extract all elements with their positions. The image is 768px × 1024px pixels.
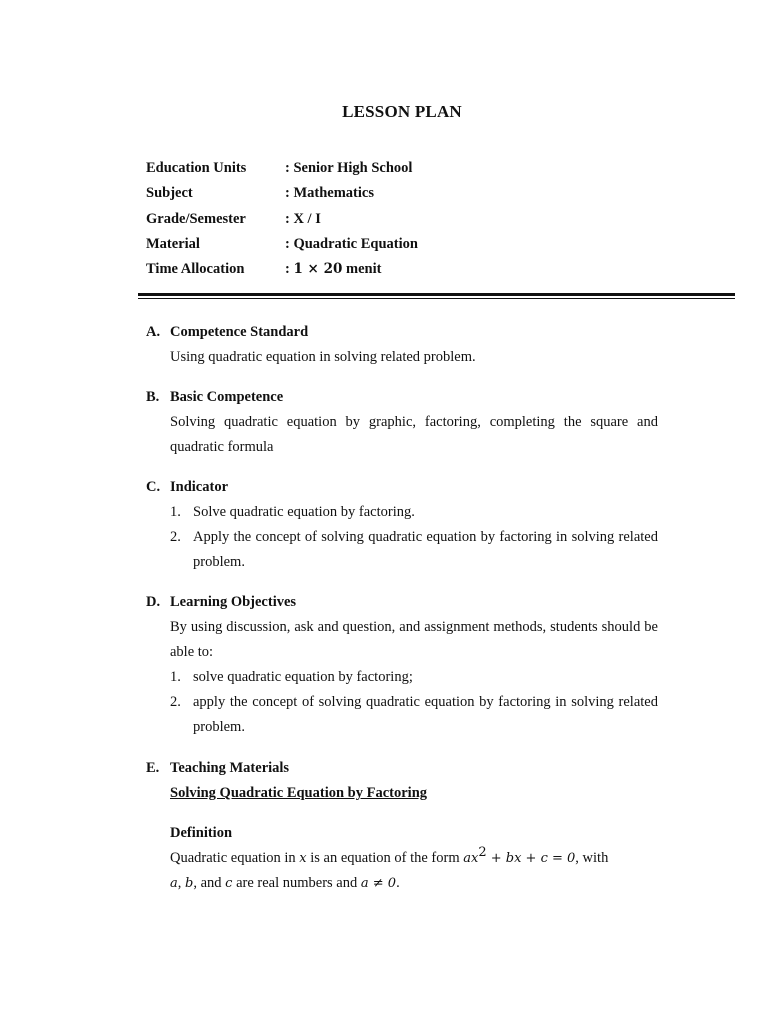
info-table <box>146 156 418 282</box>
list-number: 1. <box>170 504 181 520</box>
info-row-subject <box>146 181 418 206</box>
def-text: , and <box>193 875 226 891</box>
section-heading <box>146 385 658 410</box>
section-letter: A. <box>146 324 161 340</box>
section-body: Using quadratic equation in solving related problem. <box>170 349 476 365</box>
list-text: apply the concept of solving quadratic equation by factoring in solving related problem. <box>193 694 658 735</box>
section-letter: C. <box>146 479 161 495</box>
math-exponent: 2 <box>478 845 487 861</box>
section-indicator <box>146 475 658 575</box>
info-label: Time Allocation <box>146 261 245 278</box>
math-var: c <box>225 876 233 891</box>
section-learning-objectives <box>146 590 658 740</box>
info-row-grade-semester <box>146 207 418 232</box>
list-text: Solve quadratic equation by factoring. <box>193 504 415 520</box>
section-teaching-materials <box>146 756 658 896</box>
math-var: b <box>185 876 194 891</box>
list-text: solve quadratic equation by factoring; <box>193 669 413 685</box>
info-label: Material <box>146 236 200 253</box>
info-row-education-units <box>146 156 418 181</box>
info-value: : Quadratic Equation <box>285 236 418 253</box>
info-value: : Mathematics <box>285 185 374 202</box>
section-heading-text: Learning Objectives <box>170 594 297 610</box>
info-row-time-allocation <box>146 257 418 282</box>
header-divider-thick <box>138 293 735 296</box>
list-number: 2. <box>170 694 181 710</box>
section-letter: D. <box>146 594 161 610</box>
info-value <box>285 261 381 278</box>
def-text: , with <box>575 850 609 866</box>
info-value-suffix: menit <box>342 261 382 278</box>
definition-heading: Definition <box>170 825 233 841</box>
section-competence-standard <box>146 320 658 370</box>
list-text: Apply the concept of solving quadratic equation by factoring in solving related problem. <box>193 529 658 570</box>
section-heading <box>146 756 658 781</box>
section-letter: E. <box>146 760 160 776</box>
math-condition: a ≠ 0 <box>360 876 397 891</box>
info-label: Education Units <box>146 160 247 177</box>
material-subtitle: Solving Quadratic Equation by Factoring <box>170 785 428 801</box>
section-heading <box>146 320 658 345</box>
math-equation-rest: + bx + c = 0 <box>486 851 576 866</box>
info-label: Grade/Semester <box>146 210 246 227</box>
def-text: . <box>396 875 400 891</box>
info-value: : X / I <box>285 210 321 227</box>
page-title: LESSON PLAN <box>342 102 462 121</box>
section-heading-text: Competence Standard <box>170 324 309 340</box>
section-heading-text: Indicator <box>170 479 228 495</box>
def-text: , <box>177 875 186 891</box>
list-item <box>170 500 658 525</box>
def-text: Quadratic equation in <box>170 850 300 866</box>
list-number: 1. <box>170 669 181 685</box>
math-equation: ax <box>463 851 479 866</box>
section-basic-competence <box>146 385 658 460</box>
info-value: : Senior High School <box>285 160 413 177</box>
math-var: x <box>299 851 307 866</box>
info-label: Subject <box>146 185 193 202</box>
list-number: 2. <box>170 529 181 545</box>
info-row-material <box>146 232 418 257</box>
section-intro: By using discussion, ask and question, and assignment methods, students should be able to: <box>170 619 658 660</box>
section-letter: B. <box>146 389 160 405</box>
section-heading-text: Teaching Materials <box>170 760 290 776</box>
section-heading-text: Basic Competence <box>170 389 284 405</box>
header-divider-thin <box>138 298 735 299</box>
list-item <box>170 665 658 690</box>
time-math: 1 × 20 <box>293 261 343 278</box>
math-var: a <box>170 876 178 891</box>
list-item <box>170 690 658 740</box>
def-text: are real numbers and <box>232 875 361 891</box>
section-heading <box>146 475 658 500</box>
definition-text <box>170 846 658 896</box>
def-text: is an equation of the form <box>306 850 464 866</box>
section-body: Solving quadratic equation by graphic, factoring, completing the square and quadratic formula <box>170 414 658 455</box>
section-heading <box>146 590 658 615</box>
info-value-prefix: : <box>285 261 294 278</box>
list-item <box>170 525 658 575</box>
